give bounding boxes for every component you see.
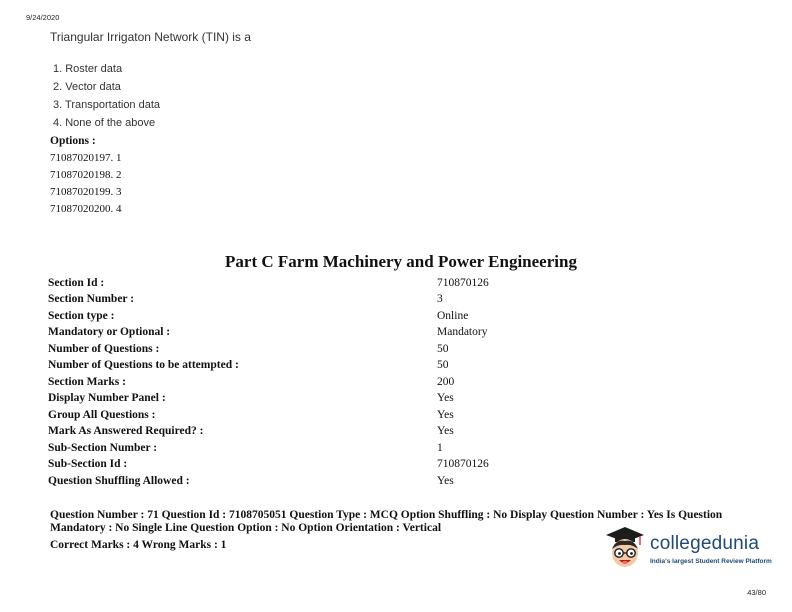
- answer-options: [53, 62, 160, 134]
- row-value: 710870126: [437, 458, 489, 471]
- row-label: Section Marks :: [48, 375, 126, 388]
- row-value: 200: [437, 375, 455, 388]
- row-label: Question Shuffling Allowed :: [48, 474, 190, 487]
- option-id: 71087020197. 1: [50, 152, 122, 164]
- collegedunia-tagline: India's largest Student Review Platform: [650, 558, 772, 565]
- row-label: Number of Questions to be attempted :: [48, 359, 239, 372]
- row-value: 3: [437, 293, 443, 306]
- table-row: [48, 358, 489, 375]
- row-label: Sub-Section Id :: [48, 458, 128, 471]
- table-row: [48, 308, 489, 325]
- row-value: 1: [437, 441, 443, 454]
- table-row: [48, 473, 489, 490]
- answer-option: 3. Transportation data: [53, 99, 161, 111]
- option-id-list: [50, 151, 122, 219]
- options-label: Options :: [50, 135, 96, 147]
- row-value: Yes: [437, 425, 454, 438]
- row-value: 710870126: [437, 276, 489, 289]
- table-row: [48, 391, 489, 408]
- option-id: 71087020200. 4: [50, 203, 122, 215]
- question-meta-info: Question Number : 71 Question Id : 7108705051 Question Type : MCQ Option Shuffling : No Display Question Number : Yes Is Question Mandatory : No Single Line Question Option : No Option Orientation : Vertical: [50, 509, 723, 534]
- row-label: Section type :: [48, 309, 115, 322]
- section-details-table: [48, 275, 489, 490]
- option-id: 71087020199. 3: [50, 186, 122, 198]
- row-label: Section Number :: [48, 293, 135, 306]
- row-label: Display Number Panel :: [48, 392, 166, 405]
- page-number: 43/80: [747, 588, 766, 597]
- table-row: [48, 374, 489, 391]
- collegedunia-name: collegedunia: [650, 533, 760, 554]
- row-value: Online: [437, 309, 469, 322]
- marks-info: Correct Marks : 4 Wrong Marks : 1: [50, 539, 227, 551]
- table-row: [48, 292, 489, 309]
- answer-option: 4. None of the above: [53, 117, 156, 129]
- table-row: [48, 341, 489, 358]
- row-label: Mandatory or Optional :: [48, 326, 171, 339]
- row-label: Section Id :: [48, 276, 105, 289]
- row-value: Yes: [437, 392, 454, 405]
- row-value: Yes: [437, 474, 454, 487]
- table-row: [48, 457, 489, 474]
- collegedunia-watermark: [604, 523, 774, 575]
- table-row: [48, 275, 489, 292]
- table-row: [48, 407, 489, 424]
- option-id: 71087020198. 2: [50, 169, 122, 181]
- table-row: [48, 424, 489, 441]
- table-row: [48, 440, 489, 457]
- row-value: 50: [437, 359, 449, 372]
- table-row: [48, 325, 489, 342]
- row-value: 50: [437, 342, 449, 355]
- row-label: Mark As Answered Required? :: [48, 425, 204, 438]
- row-label: Sub-Section Number :: [48, 441, 158, 454]
- row-value: Mandatory: [437, 326, 488, 339]
- row-label: Group All Questions :: [48, 408, 156, 421]
- section-title: Part C Farm Machinery and Power Engineering: [225, 252, 577, 271]
- row-label: Number of Questions :: [48, 342, 160, 355]
- question-text: Triangular Irrigaton Network (TIN) is a: [50, 30, 251, 44]
- row-value: Yes: [437, 408, 454, 421]
- answer-option: 2. Vector data: [53, 81, 121, 93]
- answer-option: 1. Roster data: [53, 63, 123, 75]
- student-mascot-icon: [604, 525, 646, 573]
- print-date: 9/24/2020: [26, 13, 60, 22]
